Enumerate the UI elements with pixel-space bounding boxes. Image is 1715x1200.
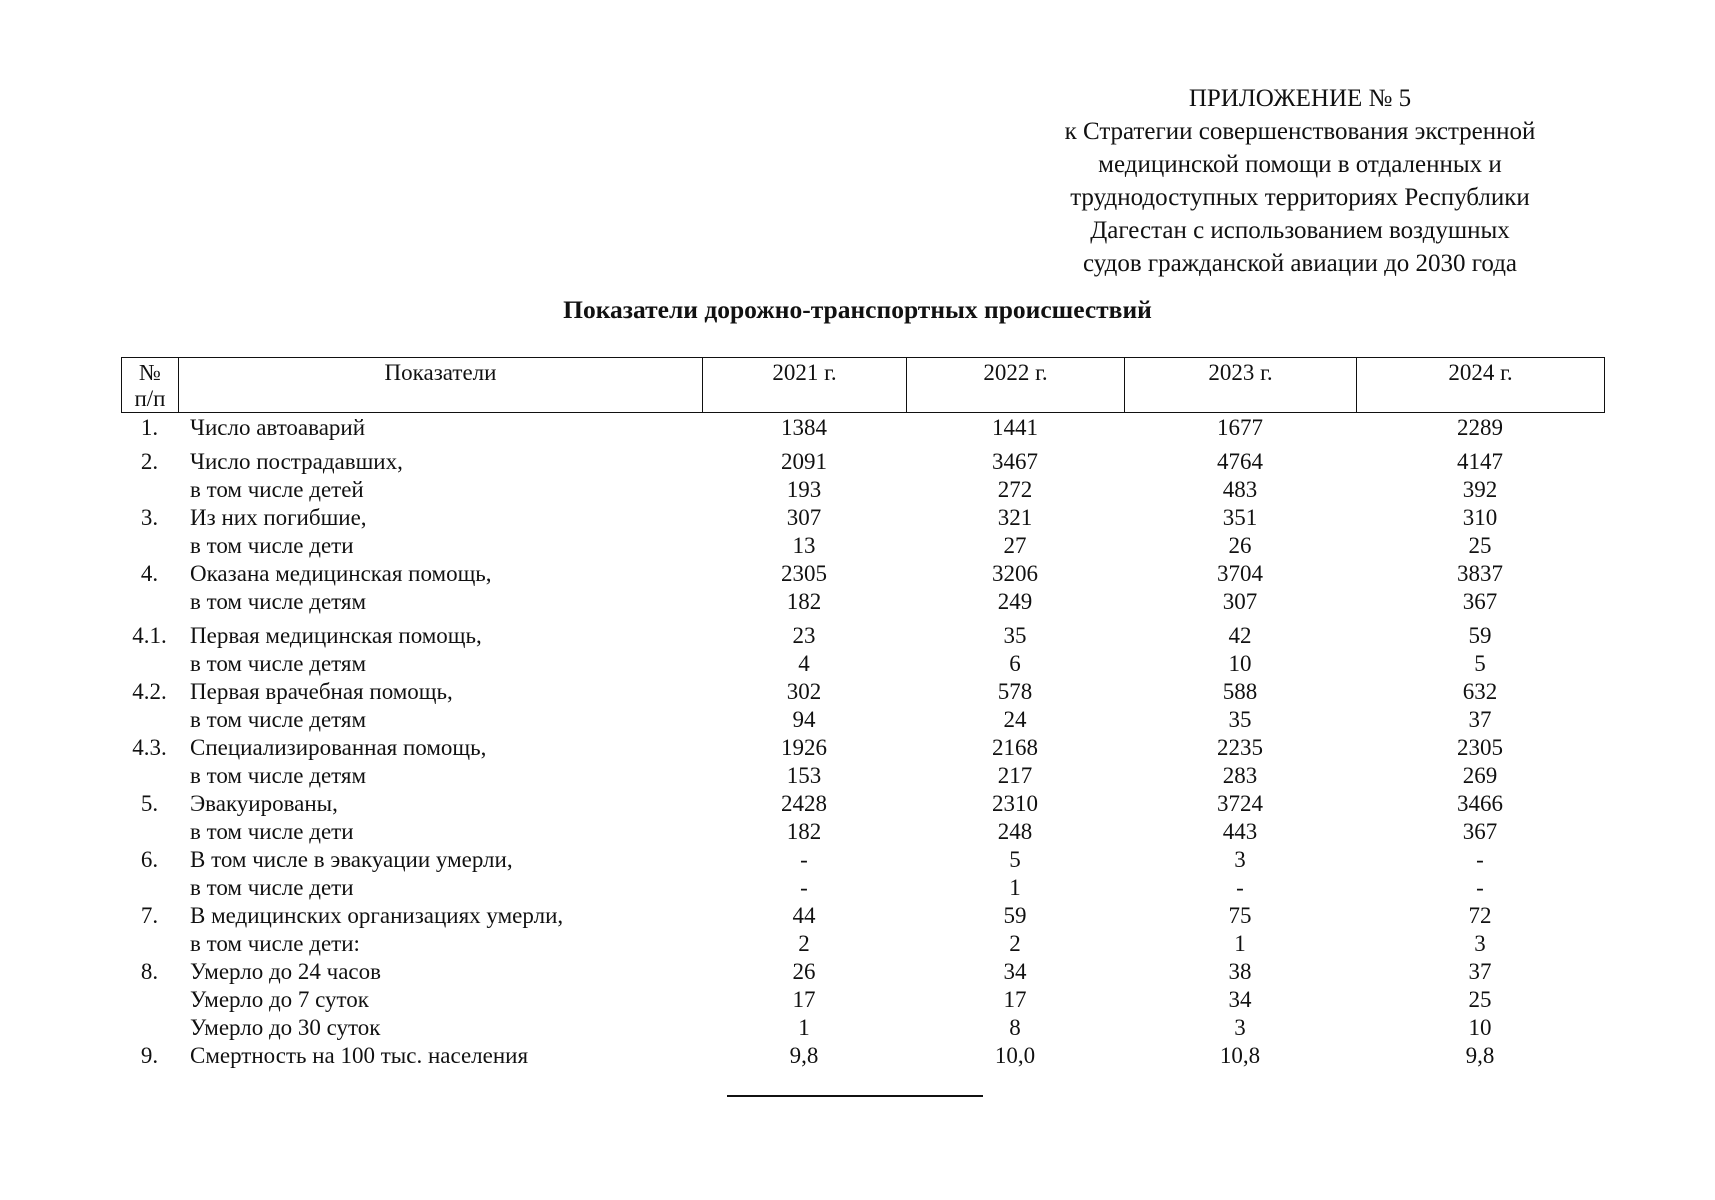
value-2024: 632 <box>1462 679 1498 704</box>
row-label: в том числе детям <box>190 651 367 676</box>
appendix-line: Дагестан с использованием воздушных <box>1090 217 1510 244</box>
value-2024: 2289 <box>1457 415 1503 440</box>
value-2021: 13 <box>792 533 816 558</box>
row-number: 6. <box>140 847 159 872</box>
value-2021: - <box>800 875 808 900</box>
value-2022: 3206 <box>992 561 1038 586</box>
row-label: в том числе дети: <box>190 931 360 956</box>
row-number <box>121 930 178 958</box>
value-2024: 25 <box>1468 533 1492 558</box>
row-label: В медицинских организациях умерли, <box>190 903 564 928</box>
value-2022: 24 <box>1003 707 1027 732</box>
value-2021: 2 <box>798 931 810 956</box>
row-number <box>121 818 178 846</box>
row-number: 4.1. <box>132 623 167 648</box>
value-2021: 1384 <box>781 415 827 440</box>
table-row <box>121 532 1604 560</box>
header-year-2021: 2021 г. <box>703 358 907 413</box>
value-2021: 4 <box>798 651 810 676</box>
value-2021: 94 <box>792 707 816 732</box>
row-label: Умерло до 7 суток <box>190 987 369 1012</box>
row-label: Первая врачебная помощь, <box>190 679 453 704</box>
table-row <box>121 930 1604 958</box>
value-2021: 44 <box>792 903 816 928</box>
table-row <box>121 874 1604 902</box>
table-header <box>121 357 1605 413</box>
table-row <box>121 986 1604 1014</box>
value-2022: 5 <box>1009 847 1021 872</box>
row-number: 5. <box>140 791 159 816</box>
table-row <box>121 504 1604 532</box>
value-2024: 367 <box>1462 819 1498 844</box>
value-2023: 34 <box>1228 987 1252 1012</box>
table-row <box>121 414 1604 442</box>
value-2022: 2 <box>1009 931 1021 956</box>
row-number <box>121 706 178 734</box>
value-2022: 249 <box>997 589 1033 614</box>
value-2021: 26 <box>792 959 816 984</box>
row-number: 1. <box>140 415 159 440</box>
header-year-2022: 2022 г. <box>907 358 1125 413</box>
row-number <box>121 588 178 616</box>
table-row <box>121 678 1604 706</box>
header-number-line1: № <box>139 360 161 385</box>
value-2023: - <box>1236 875 1244 900</box>
value-2023: 10,8 <box>1219 1043 1261 1068</box>
value-2023: 283 <box>1222 763 1258 788</box>
table-row <box>121 958 1604 986</box>
value-2021: 2091 <box>781 449 827 474</box>
row-label: в том числе дети <box>190 875 354 900</box>
value-2021: - <box>800 847 808 872</box>
value-2023: 3 <box>1234 847 1246 872</box>
row-number: 4.3. <box>132 735 167 760</box>
value-2024: - <box>1476 875 1484 900</box>
value-2022: 6 <box>1009 651 1021 676</box>
table-row <box>121 902 1604 930</box>
value-2024: 59 <box>1468 623 1492 648</box>
value-2022: 2168 <box>992 735 1038 760</box>
value-2024: 3466 <box>1457 791 1503 816</box>
value-2021: 193 <box>786 477 822 502</box>
value-2021: 307 <box>786 505 822 530</box>
value-2024: 310 <box>1462 505 1498 530</box>
row-number <box>121 650 178 678</box>
table-row <box>121 706 1604 734</box>
value-2021: 2428 <box>781 791 827 816</box>
table-row <box>121 476 1604 504</box>
row-number: 8. <box>140 959 159 984</box>
table-row <box>121 1014 1604 1042</box>
value-2023: 26 <box>1228 533 1252 558</box>
value-2022: 35 <box>1003 623 1027 648</box>
value-2024: 3 <box>1474 931 1486 956</box>
row-label: Первая медицинская помощь, <box>190 623 482 648</box>
value-2022: 1441 <box>992 415 1038 440</box>
row-label: в том числе детям <box>190 763 367 788</box>
row-number: 4.2. <box>132 679 167 704</box>
row-label: Умерло до 24 часов <box>190 959 381 984</box>
value-2023: 351 <box>1222 505 1258 530</box>
value-2023: 75 <box>1228 903 1252 928</box>
table-row <box>121 560 1604 588</box>
value-2024: 37 <box>1468 959 1492 984</box>
row-label: в том числе детям <box>190 589 367 614</box>
header-indicator: Показатели <box>179 358 703 413</box>
value-2022: 59 <box>1003 903 1027 928</box>
row-number: 7. <box>140 903 159 928</box>
row-number: 9. <box>140 1043 159 1068</box>
value-2024: 4147 <box>1457 449 1503 474</box>
header-year-2024: 2024 г. <box>1357 358 1605 413</box>
row-label: Оказана медицинская помощь, <box>190 561 492 586</box>
table-row <box>121 846 1604 874</box>
row-number <box>121 1014 178 1042</box>
table-row <box>121 650 1604 678</box>
row-label: Специализированная помощь, <box>190 735 487 760</box>
value-2022: 217 <box>997 763 1033 788</box>
value-2024: 3837 <box>1457 561 1503 586</box>
value-2021: 2305 <box>781 561 827 586</box>
value-2023: 1 <box>1234 931 1246 956</box>
value-2024: - <box>1476 847 1484 872</box>
value-2023: 4764 <box>1217 449 1263 474</box>
appendix-line: судов гражданской авиации до 2030 года <box>1082 250 1518 277</box>
value-2022: 3467 <box>992 449 1038 474</box>
row-number <box>121 762 178 790</box>
closing-rule <box>727 1095 983 1097</box>
header-number-line2: п/п <box>134 386 166 411</box>
table-row <box>121 616 1604 650</box>
value-2022: 248 <box>997 819 1033 844</box>
value-2021: 182 <box>786 819 822 844</box>
row-label: в том числе детей <box>190 477 364 502</box>
table-row <box>121 734 1604 762</box>
document-title: Показатели дорожно-транспортных происшествий <box>563 295 1152 324</box>
value-2023: 42 <box>1228 623 1252 648</box>
value-2022: 321 <box>997 505 1033 530</box>
value-2023: 10 <box>1228 651 1252 676</box>
value-2021: 23 <box>792 623 816 648</box>
header-number <box>122 358 179 413</box>
appendix-line: труднодоступных территориях Республики <box>1070 184 1530 211</box>
value-2024: 5 <box>1474 651 1486 676</box>
value-2024: 392 <box>1462 477 1498 502</box>
appendix-line: ПРИЛОЖЕНИЕ № 5 <box>1188 85 1412 112</box>
value-2023: 38 <box>1228 959 1252 984</box>
table-body <box>121 414 1604 1070</box>
value-2024: 9,8 <box>1465 1043 1495 1068</box>
row-label: Число пострадавших, <box>190 449 403 474</box>
row-label: Число автоаварий <box>190 415 366 440</box>
value-2023: 35 <box>1228 707 1252 732</box>
row-number <box>121 986 178 1014</box>
value-2021: 153 <box>786 763 822 788</box>
indicators-table <box>121 414 1604 1070</box>
value-2023: 443 <box>1222 819 1258 844</box>
value-2024: 25 <box>1468 987 1492 1012</box>
value-2022: 8 <box>1009 1015 1021 1040</box>
appendix-heading <box>1020 82 1580 280</box>
value-2021: 1 <box>798 1015 810 1040</box>
value-2021: 182 <box>786 589 822 614</box>
value-2023: 307 <box>1222 589 1258 614</box>
value-2024: 269 <box>1462 763 1498 788</box>
value-2023: 483 <box>1222 477 1258 502</box>
value-2022: 17 <box>1003 987 1027 1012</box>
value-2024: 367 <box>1462 589 1498 614</box>
row-number: 4. <box>140 561 159 586</box>
value-2023: 3 <box>1234 1015 1246 1040</box>
table-row <box>121 790 1604 818</box>
value-2022: 272 <box>997 477 1033 502</box>
row-number: 3. <box>140 505 159 530</box>
table-row <box>121 1042 1604 1070</box>
header-year-2023: 2023 г. <box>1125 358 1357 413</box>
value-2024: 2305 <box>1457 735 1503 760</box>
row-label: Умерло до 30 суток <box>190 1015 381 1040</box>
value-2021: 1926 <box>781 735 827 760</box>
row-number <box>121 476 178 504</box>
value-2021: 302 <box>786 679 822 704</box>
value-2024: 37 <box>1468 707 1492 732</box>
value-2022: 34 <box>1003 959 1027 984</box>
row-label: Смертность на 100 тыс. населения <box>190 1043 529 1068</box>
row-label: в том числе дети <box>190 819 354 844</box>
value-2024: 10 <box>1468 1015 1492 1040</box>
value-2021: 9,8 <box>789 1043 819 1068</box>
value-2022: 578 <box>997 679 1033 704</box>
table-row <box>121 762 1604 790</box>
value-2023: 1677 <box>1217 415 1263 440</box>
row-label: Эвакуированы, <box>190 791 338 816</box>
row-label: Из них погибшие, <box>190 505 367 530</box>
value-2023: 588 <box>1222 679 1258 704</box>
value-2023: 3724 <box>1217 791 1263 816</box>
value-2021: 17 <box>792 987 816 1012</box>
table-row <box>121 818 1604 846</box>
value-2022: 27 <box>1003 533 1027 558</box>
appendix-line: к Стратегии совершенствования экстренной <box>1064 118 1536 145</box>
row-number <box>121 874 178 902</box>
value-2024: 72 <box>1468 903 1492 928</box>
value-2023: 2235 <box>1217 735 1263 760</box>
value-2022: 1 <box>1009 875 1021 900</box>
value-2022: 2310 <box>992 791 1038 816</box>
row-label: В том числе в эвакуации умерли, <box>190 847 513 872</box>
appendix-line: медицинской помощи в отдаленных и <box>1098 151 1502 178</box>
table-row <box>121 442 1604 476</box>
value-2023: 3704 <box>1217 561 1263 586</box>
row-label: в том числе детям <box>190 707 367 732</box>
row-label: в том числе дети <box>190 533 354 558</box>
value-2022: 10,0 <box>994 1043 1036 1068</box>
row-number: 2. <box>140 449 159 474</box>
table-row <box>121 588 1604 616</box>
row-number <box>121 532 178 560</box>
